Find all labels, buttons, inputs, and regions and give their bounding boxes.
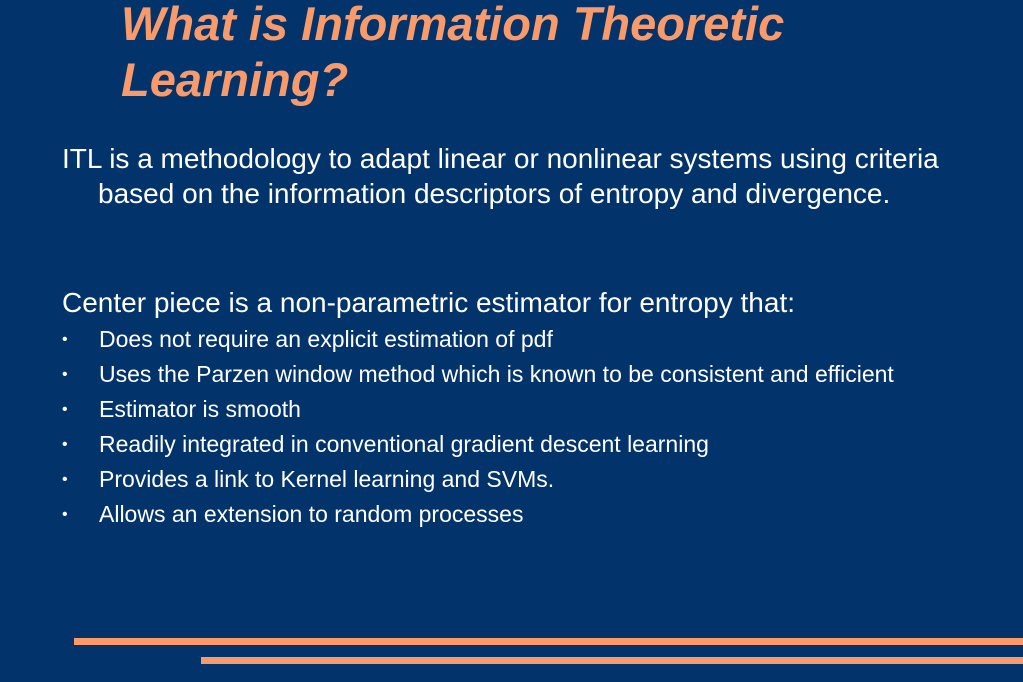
bullet-icon: • — [62, 506, 68, 523]
bullet-item — [62, 396, 962, 423]
slide-title: What is Information Theoretic Learning? — [121, 0, 785, 106]
bullet-text: Does not require an explicit estimation of pdf — [99, 326, 553, 352]
bullet-icon: • — [62, 401, 68, 418]
bullet-text: Provides a link to Kernel learning and SVMs. — [99, 466, 555, 492]
bullet-item — [62, 361, 962, 388]
bullet-icon: • — [62, 331, 68, 348]
decorative-rule-top — [74, 638, 1023, 645]
bullet-item — [62, 466, 962, 493]
bullet-text: Uses the Parzen window method which is known to be consistent and efficient — [99, 361, 894, 387]
intro-paragraph: ITL is a methodology to adapt linear or nonlinear systems using criteria based on the information descriptors of entropy and divergence. — [62, 143, 939, 209]
bullet-text: Allows an extension to random processes — [99, 501, 524, 527]
center-piece-text: Center piece is a non-parametric estimator for entropy that: — [62, 287, 796, 318]
bullet-text: Estimator is smooth — [99, 396, 301, 422]
decorative-rule-bottom — [201, 657, 1023, 664]
bullet-text: Readily integrated in conventional gradient descent learning — [99, 431, 709, 457]
bullet-icon: • — [62, 366, 68, 383]
bullet-item — [62, 326, 962, 353]
bullet-item — [62, 431, 962, 458]
bullet-item — [62, 501, 962, 528]
bullet-icon: • — [62, 471, 68, 488]
bullet-icon: • — [62, 436, 68, 453]
bullet-list — [62, 326, 962, 536]
